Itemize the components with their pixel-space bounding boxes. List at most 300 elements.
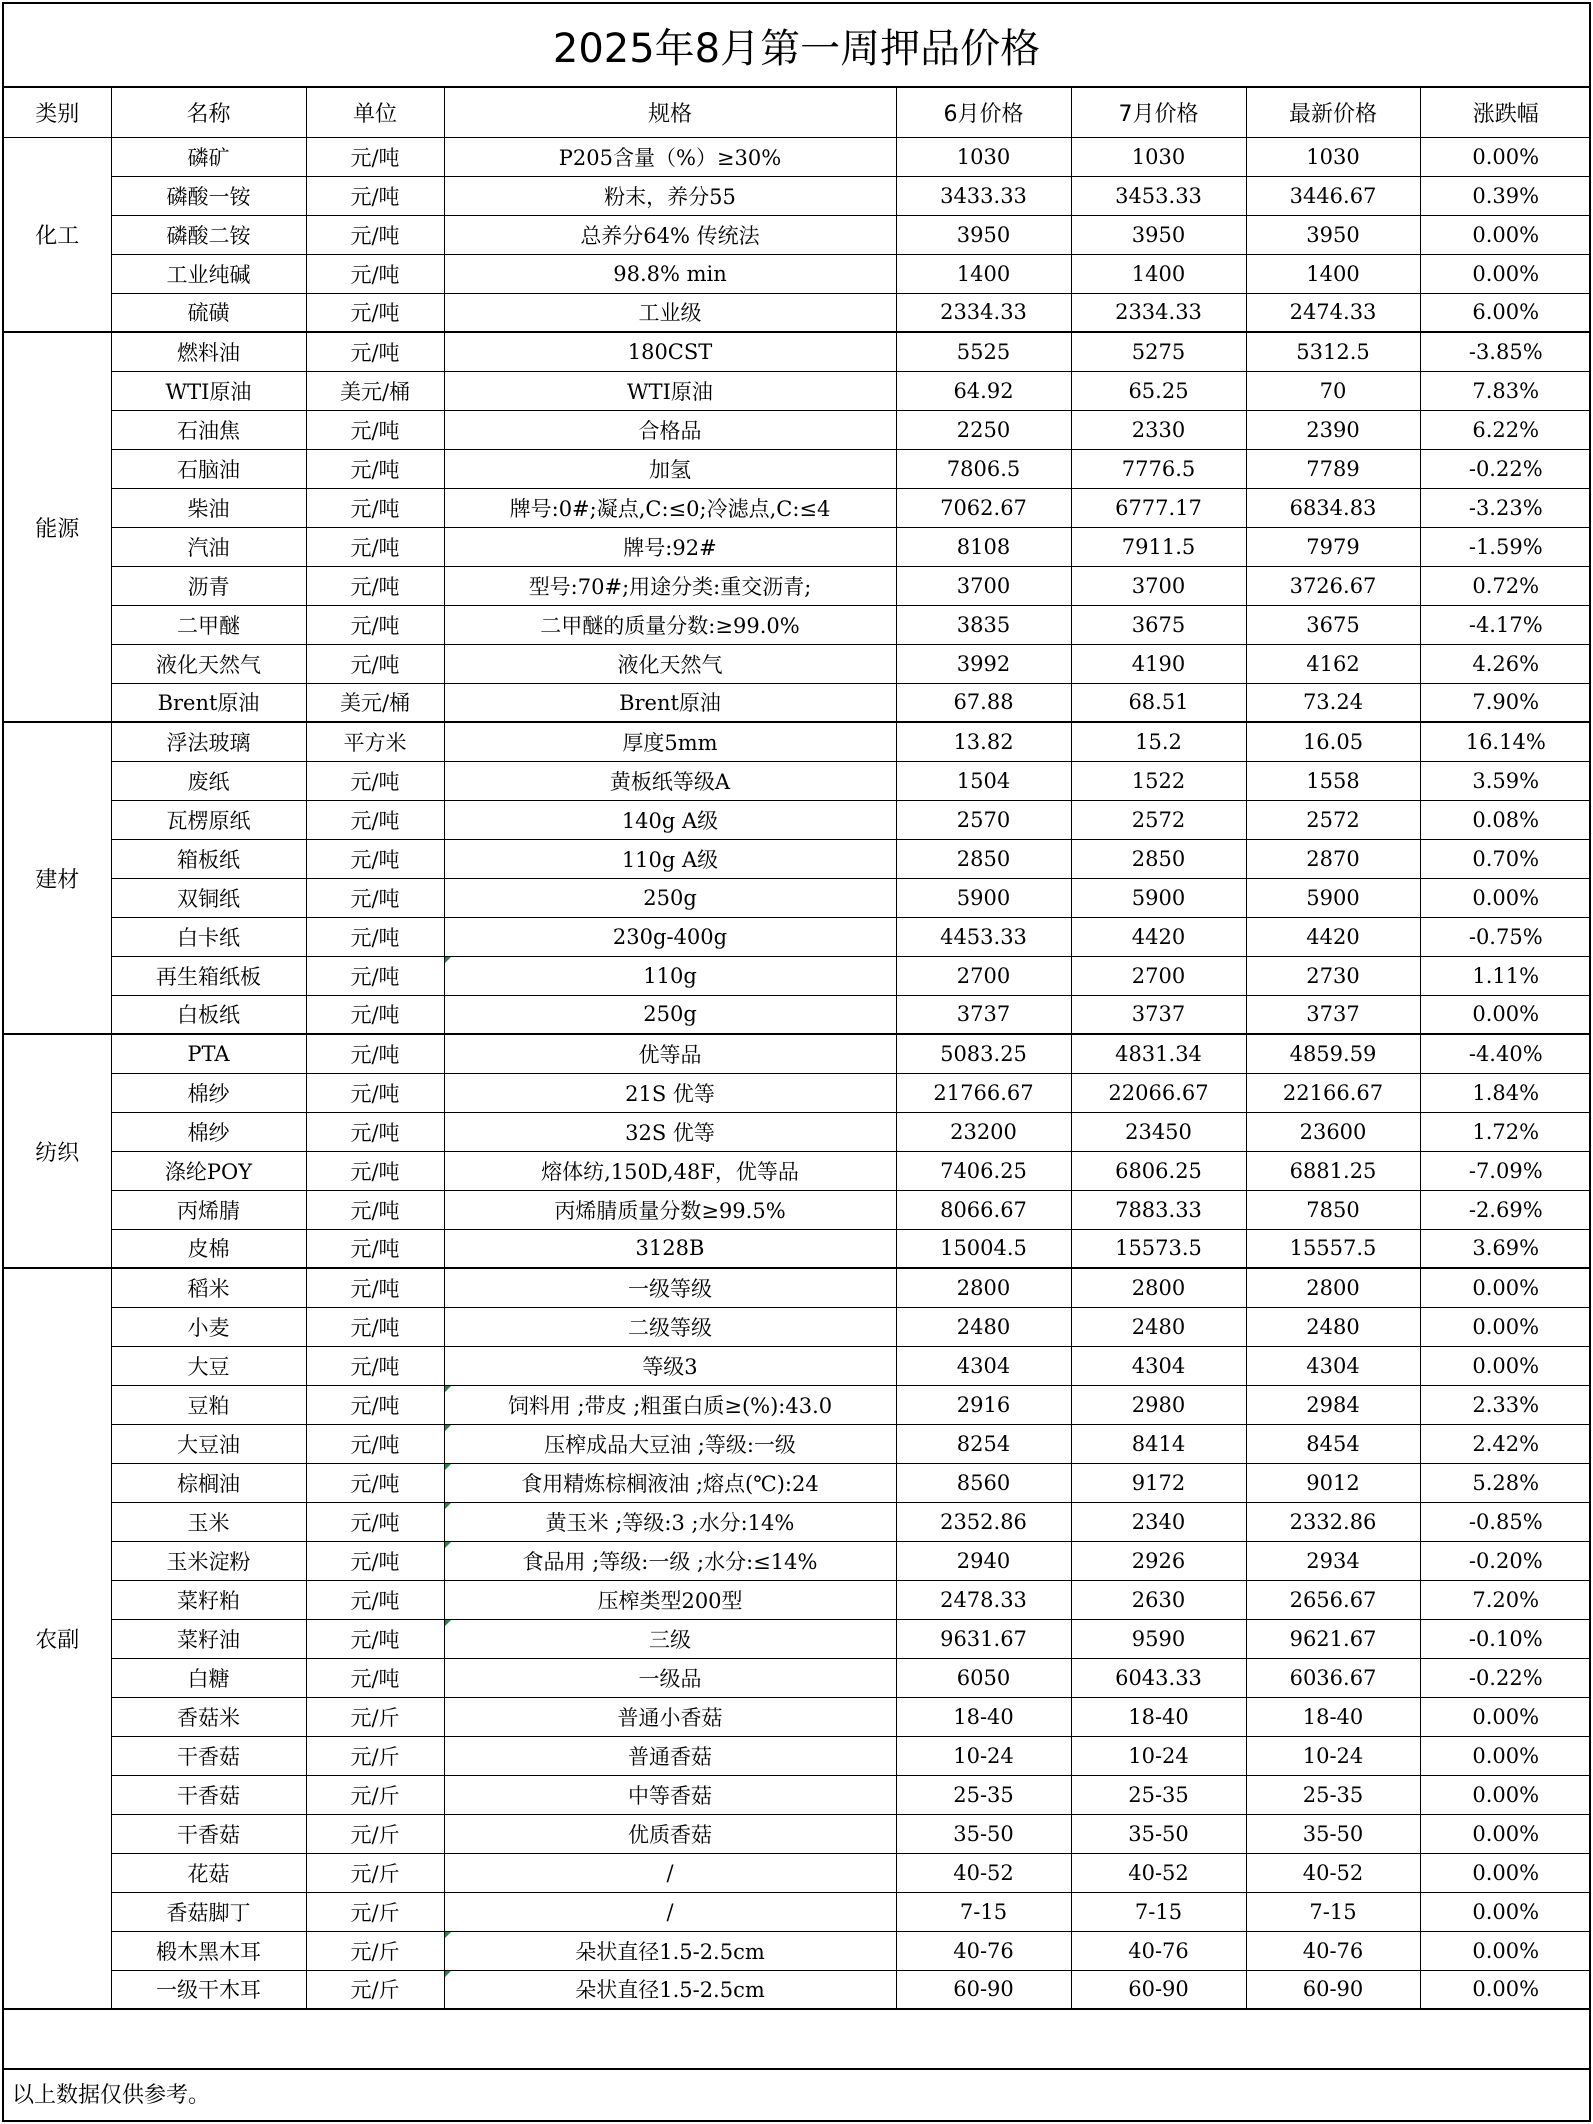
june-price-cell: 1400	[896, 254, 1071, 293]
change-cell: 0.00%	[1420, 1853, 1591, 1892]
july-price-cell: 3737	[1071, 995, 1246, 1034]
change-cell: 0.00%	[1420, 215, 1591, 254]
change-cell: 3.59%	[1420, 761, 1591, 800]
item-name-cell: 菜籽油	[111, 1619, 306, 1658]
unit-cell: 元/吨	[306, 761, 444, 800]
table-row	[4, 1892, 1591, 1931]
june-price-cell: 40-52	[896, 1853, 1071, 1892]
june-price-cell: 2700	[896, 956, 1071, 995]
latest-price-cell: 16.05	[1246, 722, 1420, 761]
header-july-price: 7月价格	[1071, 88, 1246, 137]
table-row	[4, 1697, 1591, 1736]
latest-price-cell: 4162	[1246, 644, 1420, 683]
spec-cell: 110g	[444, 956, 896, 995]
table-row	[4, 1385, 1591, 1424]
latest-price-cell: 2390	[1246, 410, 1420, 449]
change-cell: 2.42%	[1420, 1424, 1591, 1463]
july-price-cell: 2334.33	[1071, 293, 1246, 332]
header-row	[4, 88, 1591, 137]
july-price-cell: 7776.5	[1071, 449, 1246, 488]
latest-price-cell: 9621.67	[1246, 1619, 1420, 1658]
june-price-cell: 18-40	[896, 1697, 1071, 1736]
change-cell: 5.28%	[1420, 1463, 1591, 1502]
june-price-cell: 60-90	[896, 1970, 1071, 2009]
july-price-cell: 35-50	[1071, 1814, 1246, 1853]
latest-price-cell: 40-76	[1246, 1931, 1420, 1970]
july-price-cell: 15.2	[1071, 722, 1246, 761]
table-row	[4, 644, 1591, 683]
header-change: 涨跌幅	[1420, 88, 1591, 137]
unit-cell: 元/吨	[306, 137, 444, 176]
change-cell: -2.69%	[1420, 1190, 1591, 1229]
june-price-cell: 1030	[896, 137, 1071, 176]
july-price-cell: 7-15	[1071, 1892, 1246, 1931]
change-cell: 0.00%	[1420, 137, 1591, 176]
spec-cell: 饲料用 ;带皮 ;粗蛋白质≥(%):43.0	[444, 1385, 896, 1424]
july-price-cell: 4190	[1071, 644, 1246, 683]
june-price-cell: 3835	[896, 605, 1071, 644]
table-row	[4, 1229, 1591, 1268]
spec-cell: 140g A级	[444, 800, 896, 839]
change-cell: 16.14%	[1420, 722, 1591, 761]
latest-price-cell: 73.24	[1246, 683, 1420, 722]
july-price-cell: 15573.5	[1071, 1229, 1246, 1268]
latest-price-cell: 2800	[1246, 1268, 1420, 1307]
unit-cell: 元/吨	[306, 1268, 444, 1307]
july-price-cell: 40-76	[1071, 1931, 1246, 1970]
item-name-cell: WTI原油	[111, 371, 306, 410]
spec-cell: 一级等级	[444, 1268, 896, 1307]
latest-price-cell: 15557.5	[1246, 1229, 1420, 1268]
table-row	[4, 800, 1591, 839]
unit-cell: 元/吨	[306, 1541, 444, 1580]
july-price-cell: 3453.33	[1071, 176, 1246, 215]
item-name-cell: 玉米	[111, 1502, 306, 1541]
latest-price-cell: 60-90	[1246, 1970, 1420, 2009]
change-cell: -3.23%	[1420, 488, 1591, 527]
table-row	[4, 293, 1591, 332]
unit-cell: 元/吨	[306, 644, 444, 683]
item-name-cell: 棉纱	[111, 1112, 306, 1151]
july-price-cell: 4420	[1071, 917, 1246, 956]
spec-cell: 110g A级	[444, 839, 896, 878]
change-cell: -3.85%	[1420, 332, 1591, 371]
table-row	[4, 683, 1591, 722]
table-row	[4, 1424, 1591, 1463]
spec-cell: 一级品	[444, 1658, 896, 1697]
spec-cell: 压榨成品大豆油 ;等级:一级	[444, 1424, 896, 1463]
july-price-cell: 7911.5	[1071, 527, 1246, 566]
category-cell: 纺织	[4, 1034, 111, 1268]
spec-cell: 液化天然气	[444, 644, 896, 683]
table-row	[4, 1151, 1591, 1190]
spec-cell: Brent原油	[444, 683, 896, 722]
spec-cell: 优等品	[444, 1034, 896, 1073]
spec-cell: 朵状直径1.5-2.5cm	[444, 1931, 896, 1970]
latest-price-cell: 3737	[1246, 995, 1420, 1034]
change-cell: 7.90%	[1420, 683, 1591, 722]
item-name-cell: 石油焦	[111, 410, 306, 449]
unit-cell: 元/吨	[306, 1034, 444, 1073]
july-price-cell: 22066.67	[1071, 1073, 1246, 1112]
latest-price-cell: 1400	[1246, 254, 1420, 293]
latest-price-cell: 2332.86	[1246, 1502, 1420, 1541]
item-name-cell: 玉米淀粉	[111, 1541, 306, 1580]
spec-cell: 230g-400g	[444, 917, 896, 956]
june-price-cell: 8108	[896, 527, 1071, 566]
unit-cell: 元/斤	[306, 1853, 444, 1892]
item-name-cell: 小麦	[111, 1307, 306, 1346]
change-cell: 0.00%	[1420, 1892, 1591, 1931]
unit-cell: 元/吨	[306, 1424, 444, 1463]
latest-price-cell: 7850	[1246, 1190, 1420, 1229]
item-name-cell: PTA	[111, 1034, 306, 1073]
june-price-cell: 5900	[896, 878, 1071, 917]
july-price-cell: 6806.25	[1071, 1151, 1246, 1190]
july-price-cell: 4831.34	[1071, 1034, 1246, 1073]
spec-cell: 加氢	[444, 449, 896, 488]
table-row	[4, 527, 1591, 566]
july-price-cell: 6777.17	[1071, 488, 1246, 527]
change-cell: -0.22%	[1420, 449, 1591, 488]
july-price-cell: 8414	[1071, 1424, 1246, 1463]
june-price-cell: 6050	[896, 1658, 1071, 1697]
latest-price-cell: 2480	[1246, 1307, 1420, 1346]
item-name-cell: 工业纯碱	[111, 254, 306, 293]
latest-price-cell: 23600	[1246, 1112, 1420, 1151]
spec-cell: 二甲醚的质量分数:≥99.0%	[444, 605, 896, 644]
item-name-cell: 花菇	[111, 1853, 306, 1892]
spec-cell: 熔体纺,150D,48F，优等品	[444, 1151, 896, 1190]
item-name-cell: 石脑油	[111, 449, 306, 488]
header-name: 名称	[111, 88, 306, 137]
change-cell: 0.00%	[1420, 254, 1591, 293]
unit-cell: 元/斤	[306, 1697, 444, 1736]
june-price-cell: 8066.67	[896, 1190, 1071, 1229]
july-price-cell: 40-52	[1071, 1853, 1246, 1892]
change-cell: 0.00%	[1420, 1697, 1591, 1736]
july-price-cell: 1030	[1071, 137, 1246, 176]
change-cell: -4.17%	[1420, 605, 1591, 644]
july-price-cell: 1522	[1071, 761, 1246, 800]
table-row	[4, 1970, 1591, 2009]
table-row	[4, 1580, 1591, 1619]
item-name-cell: 菜籽粕	[111, 1580, 306, 1619]
spec-cell: 二级等级	[444, 1307, 896, 1346]
unit-cell: 元/吨	[306, 995, 444, 1034]
table-row	[4, 1814, 1591, 1853]
item-name-cell: 椴木黑木耳	[111, 1931, 306, 1970]
june-price-cell: 7-15	[896, 1892, 1071, 1931]
item-name-cell: 汽油	[111, 527, 306, 566]
july-price-cell: 9172	[1071, 1463, 1246, 1502]
unit-cell: 元/斤	[306, 1814, 444, 1853]
table-row	[4, 1268, 1591, 1307]
latest-price-cell: 2730	[1246, 956, 1420, 995]
table-row	[4, 488, 1591, 527]
spec-cell: 普通香菇	[444, 1736, 896, 1775]
change-cell: 1.72%	[1420, 1112, 1591, 1151]
spec-cell: 3128B	[444, 1229, 896, 1268]
spec-cell: /	[444, 1853, 896, 1892]
item-name-cell: 二甲醚	[111, 605, 306, 644]
unit-cell: 元/吨	[306, 1190, 444, 1229]
june-price-cell: 3700	[896, 566, 1071, 605]
spec-cell: 三级	[444, 1619, 896, 1658]
spec-cell: 250g	[444, 995, 896, 1034]
latest-price-cell: 2870	[1246, 839, 1420, 878]
table-row	[4, 995, 1591, 1034]
spec-cell: 总养分64% 传统法	[444, 215, 896, 254]
item-name-cell: 香菇脚丁	[111, 1892, 306, 1931]
table-row	[4, 371, 1591, 410]
item-name-cell: 棉纱	[111, 1073, 306, 1112]
change-cell: -0.20%	[1420, 1541, 1591, 1580]
item-name-cell: 箱板纸	[111, 839, 306, 878]
header-june-price: 6月价格	[896, 88, 1071, 137]
june-price-cell: 21766.67	[896, 1073, 1071, 1112]
table-row	[4, 917, 1591, 956]
spec-cell: 180CST	[444, 332, 896, 371]
change-cell: 0.00%	[1420, 1268, 1591, 1307]
item-name-cell: 废纸	[111, 761, 306, 800]
latest-price-cell: 2984	[1246, 1385, 1420, 1424]
change-cell: 0.39%	[1420, 176, 1591, 215]
july-price-cell: 60-90	[1071, 1970, 1246, 2009]
july-price-cell: 3950	[1071, 215, 1246, 254]
latest-price-cell: 1558	[1246, 761, 1420, 800]
spec-cell: 牌号:92#	[444, 527, 896, 566]
spec-cell: 普通小香菇	[444, 1697, 896, 1736]
item-name-cell: Brent原油	[111, 683, 306, 722]
july-price-cell: 2340	[1071, 1502, 1246, 1541]
june-price-cell: 3433.33	[896, 176, 1071, 215]
spec-cell: 250g	[444, 878, 896, 917]
latest-price-cell: 7979	[1246, 527, 1420, 566]
july-price-cell: 2800	[1071, 1268, 1246, 1307]
item-name-cell: 大豆	[111, 1346, 306, 1385]
spec-cell: 食品用 ;等级:一级 ;水分:≤14%	[444, 1541, 896, 1580]
spec-cell: 食用精炼棕榈液油 ;熔点(℃):24	[444, 1463, 896, 1502]
header-category: 类别	[4, 88, 111, 137]
spec-cell: 中等香菇	[444, 1775, 896, 1814]
latest-price-cell: 3726.67	[1246, 566, 1420, 605]
item-name-cell: 磷矿	[111, 137, 306, 176]
latest-price-cell: 6834.83	[1246, 488, 1420, 527]
change-cell: 0.08%	[1420, 800, 1591, 839]
table-row	[4, 1775, 1591, 1814]
june-price-cell: 2850	[896, 839, 1071, 878]
table-row	[4, 1541, 1591, 1580]
spec-cell: 合格品	[444, 410, 896, 449]
unit-cell: 元/吨	[306, 878, 444, 917]
june-price-cell: 5525	[896, 332, 1071, 371]
unit-cell: 元/吨	[306, 917, 444, 956]
latest-price-cell: 5312.5	[1246, 332, 1420, 371]
june-price-cell: 4453.33	[896, 917, 1071, 956]
latest-price-cell: 4420	[1246, 917, 1420, 956]
table-row	[4, 215, 1591, 254]
change-cell: 6.22%	[1420, 410, 1591, 449]
change-cell: 0.00%	[1420, 1736, 1591, 1775]
change-cell: 0.00%	[1420, 1931, 1591, 1970]
latest-price-cell: 5900	[1246, 878, 1420, 917]
unit-cell: 元/斤	[306, 1775, 444, 1814]
june-price-cell: 2478.33	[896, 1580, 1071, 1619]
change-cell: 0.00%	[1420, 878, 1591, 917]
table-row	[4, 956, 1591, 995]
unit-cell: 元/吨	[306, 1658, 444, 1697]
unit-cell: 元/吨	[306, 293, 444, 332]
table-row	[4, 1658, 1591, 1697]
july-price-cell: 65.25	[1071, 371, 1246, 410]
table-row	[4, 1112, 1591, 1151]
spec-cell: /	[444, 1892, 896, 1931]
july-price-cell: 5900	[1071, 878, 1246, 917]
item-name-cell: 浮法玻璃	[111, 722, 306, 761]
spec-cell: 朵状直径1.5-2.5cm	[444, 1970, 896, 2009]
item-name-cell: 磷酸一铵	[111, 176, 306, 215]
spec-cell: 工业级	[444, 293, 896, 332]
june-price-cell: 3737	[896, 995, 1071, 1034]
unit-cell: 元/吨	[306, 839, 444, 878]
july-price-cell: 9590	[1071, 1619, 1246, 1658]
latest-price-cell: 35-50	[1246, 1814, 1420, 1853]
unit-cell: 元/吨	[306, 410, 444, 449]
spec-cell: 粉末，养分55	[444, 176, 896, 215]
table-row	[4, 410, 1591, 449]
unit-cell: 元/吨	[306, 566, 444, 605]
change-cell: 7.83%	[1420, 371, 1591, 410]
item-name-cell: 白板纸	[111, 995, 306, 1034]
item-name-cell: 涤纶POY	[111, 1151, 306, 1190]
july-price-cell: 18-40	[1071, 1697, 1246, 1736]
change-cell: 0.00%	[1420, 995, 1591, 1034]
item-name-cell: 燃料油	[111, 332, 306, 371]
june-price-cell: 1504	[896, 761, 1071, 800]
category-cell: 化工	[4, 137, 111, 332]
table-row	[4, 1190, 1591, 1229]
latest-price-cell: 4304	[1246, 1346, 1420, 1385]
july-price-cell: 2980	[1071, 1385, 1246, 1424]
unit-cell: 元/吨	[306, 1619, 444, 1658]
july-price-cell: 68.51	[1071, 683, 1246, 722]
july-price-cell: 2572	[1071, 800, 1246, 839]
june-price-cell: 2940	[896, 1541, 1071, 1580]
june-price-cell: 10-24	[896, 1736, 1071, 1775]
unit-cell: 元/吨	[306, 1307, 444, 1346]
unit-cell: 元/吨	[306, 449, 444, 488]
item-name-cell: 液化天然气	[111, 644, 306, 683]
unit-cell: 元/吨	[306, 1502, 444, 1541]
change-cell: -1.59%	[1420, 527, 1591, 566]
change-cell: 1.84%	[1420, 1073, 1591, 1112]
sheet-title: 2025年8月第一周押品价格	[4, 4, 1589, 88]
unit-cell: 元/吨	[306, 332, 444, 371]
table-row	[4, 1853, 1591, 1892]
july-price-cell: 3675	[1071, 605, 1246, 644]
july-price-cell: 5275	[1071, 332, 1246, 371]
latest-price-cell: 9012	[1246, 1463, 1420, 1502]
unit-cell: 元/吨	[306, 1151, 444, 1190]
category-cell: 建材	[4, 722, 111, 1034]
table-row	[4, 1736, 1591, 1775]
change-cell: 0.00%	[1420, 1346, 1591, 1385]
june-price-cell: 8254	[896, 1424, 1071, 1463]
latest-price-cell: 2934	[1246, 1541, 1420, 1580]
header-spec: 规格	[444, 88, 896, 137]
june-price-cell: 67.88	[896, 683, 1071, 722]
july-price-cell: 2330	[1071, 410, 1246, 449]
june-price-cell: 15004.5	[896, 1229, 1071, 1268]
unit-cell: 元/吨	[306, 1580, 444, 1619]
unit-cell: 元/吨	[306, 215, 444, 254]
change-cell: 2.33%	[1420, 1385, 1591, 1424]
unit-cell: 元/斤	[306, 1892, 444, 1931]
unit-cell: 元/吨	[306, 527, 444, 566]
table-row	[4, 1346, 1591, 1385]
unit-cell: 元/吨	[306, 605, 444, 644]
change-cell: -7.09%	[1420, 1151, 1591, 1190]
latest-price-cell: 1030	[1246, 137, 1420, 176]
spec-cell: 压榨类型200型	[444, 1580, 896, 1619]
table-row	[4, 137, 1591, 176]
june-price-cell: 8560	[896, 1463, 1071, 1502]
table-row	[4, 839, 1591, 878]
table-row	[4, 449, 1591, 488]
category-cell: 能源	[4, 332, 111, 722]
july-price-cell: 2480	[1071, 1307, 1246, 1346]
june-price-cell: 2250	[896, 410, 1071, 449]
june-price-cell: 2570	[896, 800, 1071, 839]
latest-price-cell: 70	[1246, 371, 1420, 410]
latest-price-cell: 10-24	[1246, 1736, 1420, 1775]
july-price-cell: 10-24	[1071, 1736, 1246, 1775]
june-price-cell: 4304	[896, 1346, 1071, 1385]
unit-cell: 元/斤	[306, 1970, 444, 2009]
unit-cell: 元/吨	[306, 488, 444, 527]
unit-cell: 元/斤	[306, 1736, 444, 1775]
latest-price-cell: 22166.67	[1246, 1073, 1420, 1112]
header-latest-price: 最新价格	[1246, 88, 1420, 137]
unit-cell: 元/吨	[306, 254, 444, 293]
item-name-cell: 丙烯腈	[111, 1190, 306, 1229]
change-cell: -0.10%	[1420, 1619, 1591, 1658]
change-cell: 0.00%	[1420, 1970, 1591, 2009]
table-row	[4, 722, 1591, 761]
unit-cell: 元/吨	[306, 176, 444, 215]
june-price-cell: 9631.67	[896, 1619, 1071, 1658]
table-row	[4, 566, 1591, 605]
spec-cell: 98.8% min	[444, 254, 896, 293]
item-name-cell: 干香菇	[111, 1736, 306, 1775]
table-row	[4, 332, 1591, 371]
unit-cell: 元/吨	[306, 1112, 444, 1151]
july-price-cell: 2700	[1071, 956, 1246, 995]
unit-cell: 元/吨	[306, 1073, 444, 1112]
change-cell: -4.40%	[1420, 1034, 1591, 1073]
price-table	[4, 88, 1591, 2010]
june-price-cell: 13.82	[896, 722, 1071, 761]
june-price-cell: 64.92	[896, 371, 1071, 410]
june-price-cell: 7406.25	[896, 1151, 1071, 1190]
spec-cell: 型号:70#;用途分类:重交沥青;	[444, 566, 896, 605]
item-name-cell: 干香菇	[111, 1814, 306, 1853]
spec-cell: P205含量（%）≥30%	[444, 137, 896, 176]
june-price-cell: 5083.25	[896, 1034, 1071, 1073]
unit-cell: 元/吨	[306, 956, 444, 995]
june-price-cell: 2800	[896, 1268, 1071, 1307]
